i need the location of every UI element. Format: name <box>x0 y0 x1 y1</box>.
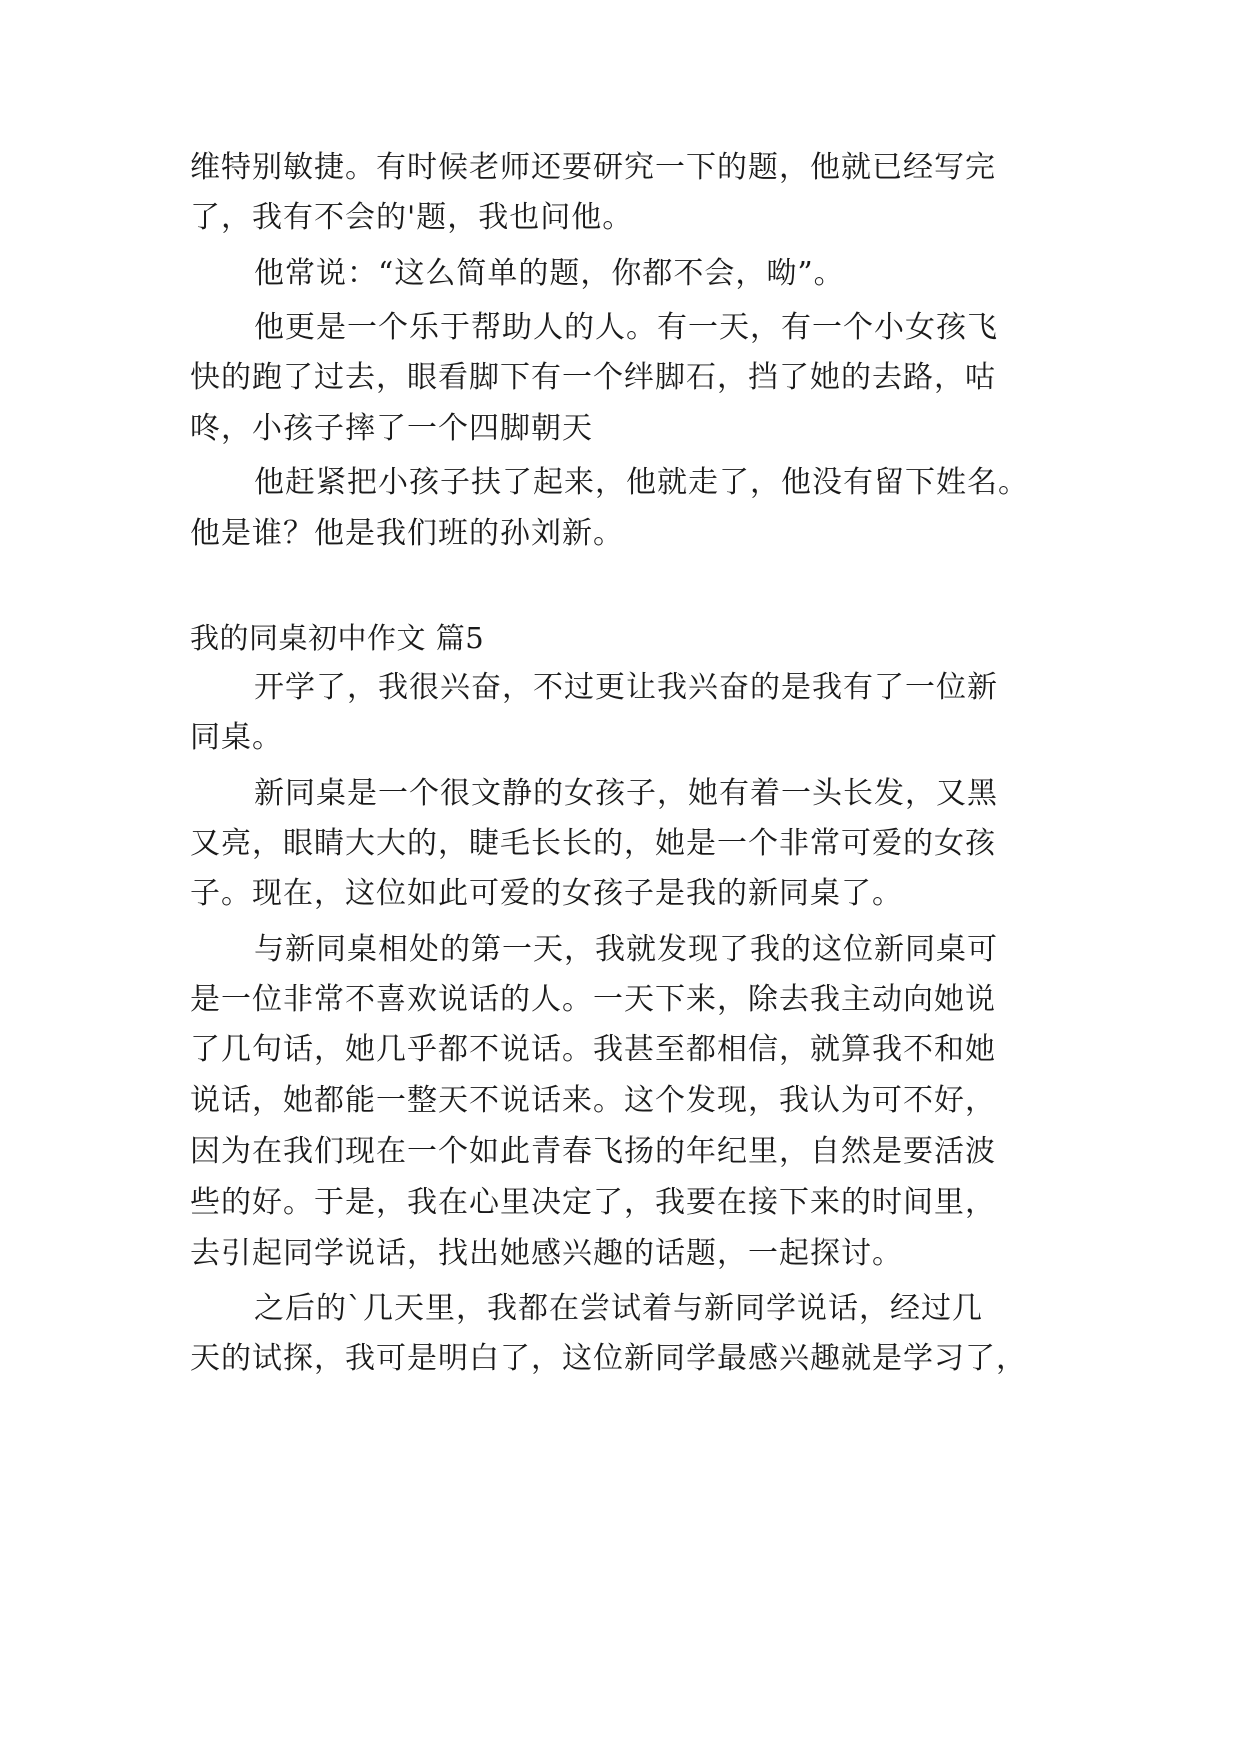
text-line: 又亮，眼睛大大的，睫毛长长的，她是一个非常可爱的女孩 <box>190 826 996 861</box>
text-line: 子。现在，这位如此可爱的女孩子是我的新同桌了。 <box>190 876 903 911</box>
text-line: 他常说：“这么简单的题，你都不会，呦”。 <box>254 256 845 291</box>
text-line: 他更是一个乐于帮助人的人。有一天，有一个小女孩飞 <box>254 310 998 345</box>
text-line: 新同桌是一个很文静的女孩子，她有着一头长发，又黑 <box>254 776 998 811</box>
text-line: 维特别敏捷。有时候老师还要研究一下的题，他就已经写完 <box>190 150 996 185</box>
section-heading: 我的同桌初中作文 篇5 <box>190 621 485 655</box>
text-line: 说话，她都能一整天不说话来。这个发现，我认为可不好， <box>190 1083 996 1118</box>
text-line: 咚，小孩子摔了一个四脚朝天 <box>190 411 593 446</box>
text-line: 去引起同学说话，找出她感兴趣的话题，一起探讨。 <box>190 1236 903 1271</box>
document-page <box>190 0 1060 1754</box>
text-line: 因为在我们现在一个如此青春飞扬的年纪里，自然是要活波 <box>190 1134 996 1169</box>
text-line: 他是谁？他是我们班的孙刘新。 <box>190 516 624 551</box>
text-line: 了几句话，她几乎都不说话。我甚至都相信，就算我不和她 <box>190 1032 996 1067</box>
text-line: 快的跑了过去，眼看脚下有一个绊脚石，挡了她的去路，咕 <box>190 360 996 395</box>
text-line: 他赶紧把小孩子扶了起来，他就走了，他没有留下姓名。 <box>254 465 1029 500</box>
text-line: 之后的`几天里，我都在尝试着与新同学说话，经过几 <box>254 1291 983 1326</box>
text-line: 与新同桌相处的第一天，我就发现了我的这位新同桌可 <box>254 932 998 967</box>
text-line: 些的好。于是，我在心里决定了，我要在接下来的时间里， <box>190 1185 996 1220</box>
text-line: 是一位非常不喜欢说话的人。一天下来，除去我主动向她说 <box>190 982 996 1017</box>
text-line: 开学了，我很兴奋，不过更让我兴奋的是我有了一位新 <box>254 670 998 705</box>
text-line: 天的试探，我可是明白了，这位新同学最感兴趣就是学习了， <box>190 1341 1027 1376</box>
text-line: 了，我有不会的'题，我也问他。 <box>190 200 634 235</box>
text-line: 同桌。 <box>190 720 283 755</box>
